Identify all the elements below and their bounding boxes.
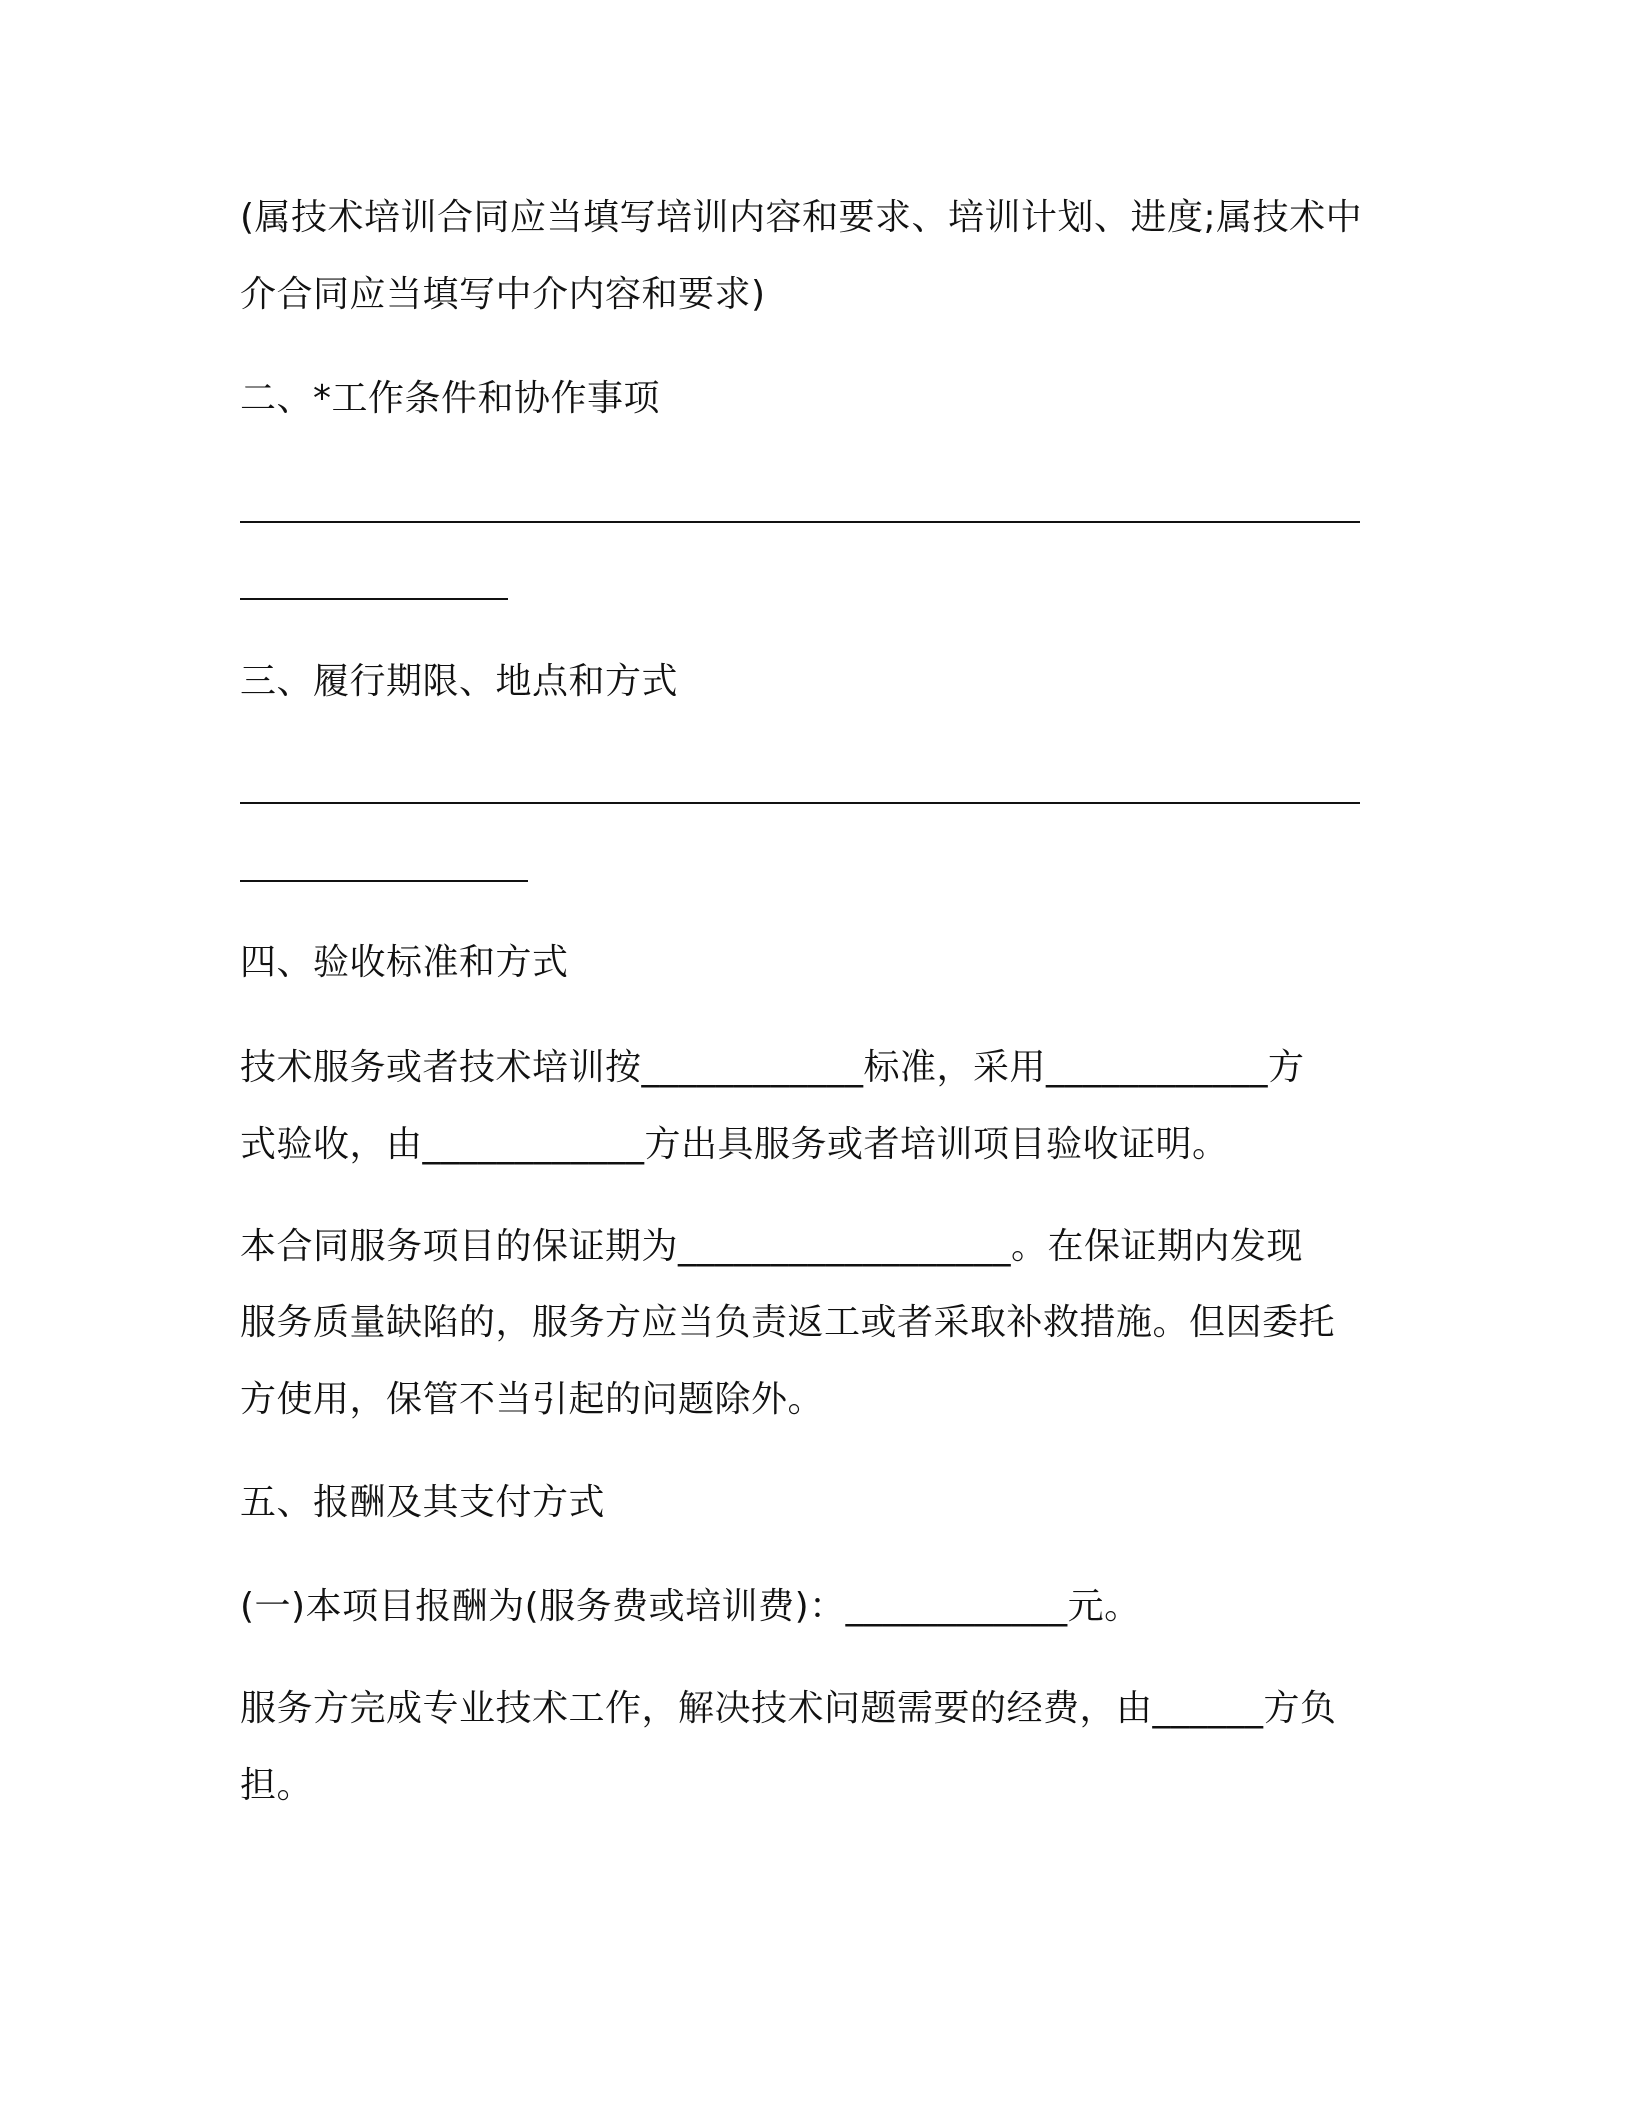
fill-in-blank-line [240, 521, 1360, 523]
note-line-1: (属技术培训合同应当填写培训内容和要求、培训计划、进度;属技术中 [240, 197, 1363, 238]
section-5-paragraph-1-line-1: 服务方完成专业技术工作，解决技术问题需要的经费，由______方负 [240, 1688, 1337, 1729]
section-5-item-1: (一)本项目报酬为(服务费或培训费)：____________元。 [240, 1586, 1141, 1627]
section-3-heading: 三、履行期限、地点和方式 [240, 661, 679, 702]
section-2-heading: 二、*工作条件和协作事项 [240, 378, 661, 419]
fill-in-blank-line [240, 598, 508, 600]
section-5-heading: 五、报酬及其支付方式 [240, 1482, 606, 1523]
section-4-paragraph-2-line-3: 方使用，保管不当引起的问题除外。 [240, 1379, 825, 1420]
section-4-paragraph-1-line-1: 技术服务或者技术培训按____________标准，采用____________方 [240, 1047, 1305, 1088]
section-4-paragraph-2-line-2: 服务质量缺陷的，服务方应当负责返工或者采取补救措施。但因委托 [240, 1302, 1336, 1343]
section-5-paragraph-1-line-2: 担。 [240, 1765, 314, 1806]
section-4-paragraph-2-line-1: 本合同服务项目的保证期为__________________。在保证期内发现 [240, 1226, 1304, 1267]
section-4-heading: 四、验收标准和方式 [240, 942, 569, 983]
note-line-2: 介合同应当填写中介内容和要求) [240, 274, 766, 315]
fill-in-blank-line [240, 880, 528, 882]
section-4-paragraph-1-line-2: 式验收，由____________方出具服务或者培训项目验收证明。 [240, 1124, 1229, 1165]
fill-in-blank-line [240, 802, 1360, 804]
